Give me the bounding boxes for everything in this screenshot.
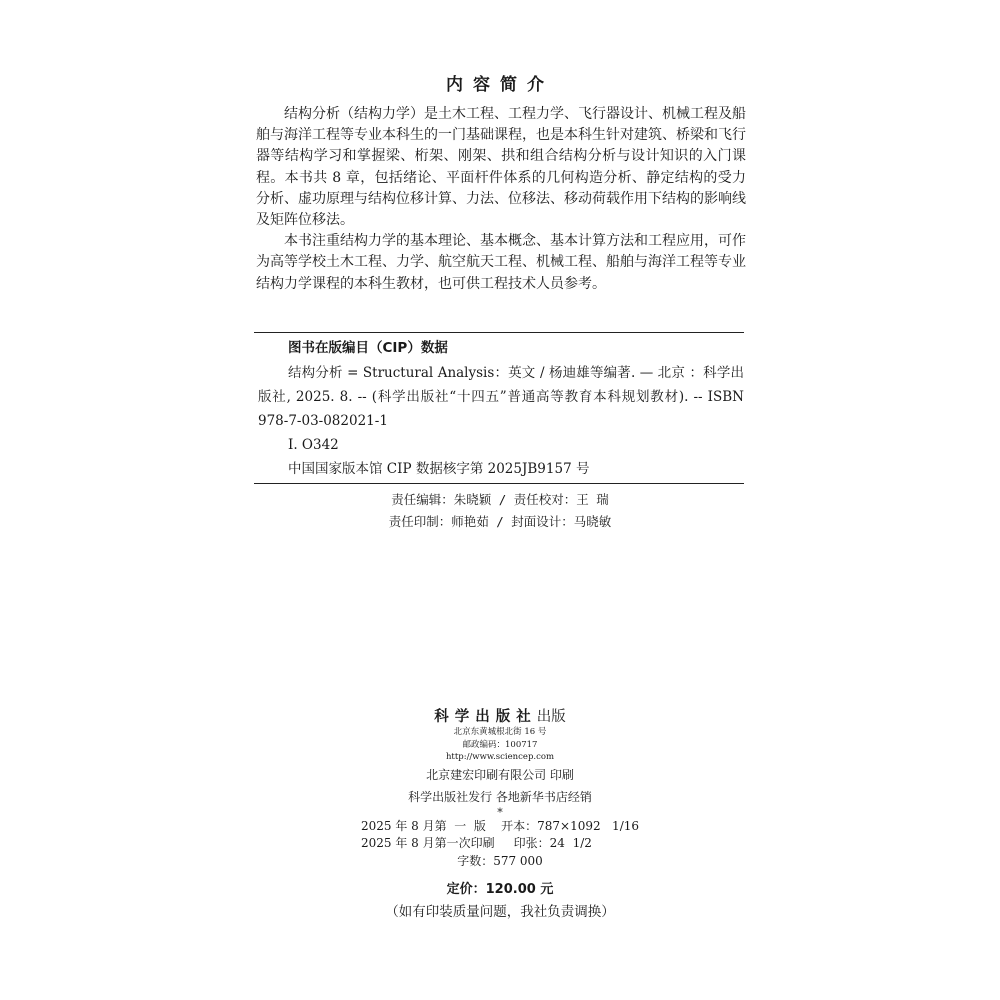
page-title: 内容简介 bbox=[446, 75, 554, 95]
cip-block bbox=[254, 332, 744, 484]
word-count: 字数：577 000 bbox=[457, 853, 543, 868]
credits-line: 责任编辑：朱晓颖 / 责任校对：王 瑞 bbox=[391, 492, 609, 507]
separator-star: * bbox=[497, 805, 503, 819]
cip-library-number: 中国国家版本馆 CIP 数据核字第 2025JB9157 号 bbox=[288, 461, 590, 477]
cip-record bbox=[258, 361, 744, 433]
publisher-postcode: 邮政编码：100717 bbox=[462, 739, 538, 750]
staff-credits bbox=[0, 489, 1000, 533]
publisher-website: http://www.sciencep.com bbox=[445, 752, 555, 762]
credits-line: 责任印制：师艳茹 / 封面设计：马晓敏 bbox=[388, 514, 612, 529]
book-summary bbox=[256, 104, 746, 295]
publication-info bbox=[0, 705, 1000, 924]
printing-line: 2025 年 8 月第一次印刷 印张：24 1/2 bbox=[360, 835, 592, 850]
publisher-logo-text: 科学出版社 bbox=[434, 708, 537, 725]
summary-paragraph: 结构分析（结构力学）是土木工程、工程力学、飞行器设计、机械工程及船舶与海洋工程等专业本科生的一门基础课程，也是本科生针对建筑、桥梁和飞行器等结构学习和掌握梁、桁架、刚架、拱和组合结构分析与设计知识的入门课程。本书共 8 章，包括绪论、平面杆件体系的几何构造分析、静定结构的受力分析、虚功原理与结构位移计算、力法、位移法、移动荷载作用下结构的影响线及矩阵位移法。 bbox=[256, 106, 746, 229]
publisher-name bbox=[0, 705, 1000, 726]
bottom-divider bbox=[254, 483, 744, 484]
edition-line: 2025 年 8 月第 一 版 开本：787×1092 1/16 bbox=[360, 818, 640, 833]
printer-line: 北京建宏印刷有限公司 印刷 bbox=[426, 767, 574, 782]
publisher-address: 北京东黄城根北街 16 号 bbox=[453, 727, 547, 737]
summary-paragraph: 本书注重结构力学的基本理论、基本概念、基本计算方法和工程应用，可作为高等学校土木工程、力学、航空航天工程、机械工程、船舶与海洋工程等专业结构力学课程的本科生教材，也可供工程技术人员参考。 bbox=[256, 233, 746, 292]
distribution-line: 科学出版社发行 各地新华书店经销 bbox=[408, 789, 592, 804]
print-specs bbox=[361, 818, 639, 852]
cip-classification: Ⅰ. O342 bbox=[288, 437, 339, 453]
cip-record-text: 结构分析 = Structural Analysis：英文 / 杨迪雄等编著. — 北京 ：科学出版社, 2025. 8. -- (科学出版社“十四五”普通高等教育本科规划教材). -- ISBN 978-7-03-082021-1 bbox=[258, 365, 744, 429]
price-label: 定价：120.00 元 bbox=[446, 881, 554, 897]
quality-notice: （如有印装质量问题，我社负责调换） bbox=[385, 903, 615, 920]
top-divider bbox=[254, 332, 744, 333]
publisher-suffix: 出版 bbox=[536, 709, 566, 725]
cip-title: 图书在版编目（CIP）数据 bbox=[288, 340, 448, 356]
